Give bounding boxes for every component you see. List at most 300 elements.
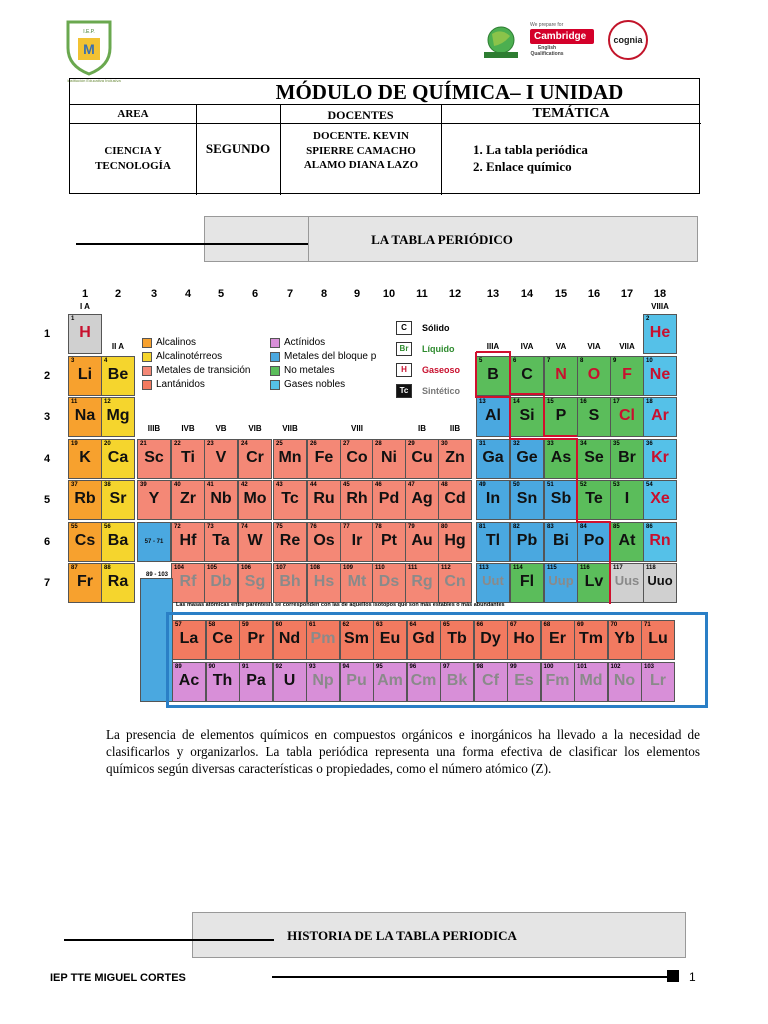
- element-symbol: Pr: [247, 630, 265, 647]
- element-symbol: Np: [312, 672, 334, 689]
- atomic-number: 87: [71, 565, 78, 571]
- atomic-number: 61: [309, 622, 316, 628]
- subgroup-label: II A: [111, 342, 125, 351]
- footer-school: IEP TTE MIGUEL CORTES: [50, 972, 186, 984]
- element-es: [507, 662, 541, 702]
- subgroup-label: VIB: [248, 424, 262, 433]
- atomic-number: 104: [174, 565, 185, 571]
- element-symbol: Ra: [107, 573, 129, 590]
- element-symbol: Uut: [482, 573, 504, 588]
- element-symbol: Ir: [351, 532, 363, 549]
- atomic-number: 116: [580, 565, 590, 571]
- atomic-number: 17: [613, 399, 620, 405]
- atomic-number: 102: [610, 664, 621, 670]
- atomic-number: 60: [275, 622, 283, 628]
- atomic-number: 97: [443, 664, 450, 670]
- atomic-number: 85: [613, 524, 620, 530]
- element-fm: [541, 662, 575, 702]
- atomic-number: 8: [580, 358, 584, 364]
- state-key-label: Sólido: [422, 323, 450, 333]
- state-key-label: Sintético: [422, 386, 461, 396]
- element-symbol: Ta: [212, 532, 230, 549]
- grade-value: SEGUNDO: [205, 141, 271, 156]
- legend-label: Alcalinotérreos: [156, 351, 223, 362]
- atomic-number: 77: [343, 524, 350, 530]
- section-rule: [64, 939, 274, 941]
- element-tb: [440, 620, 474, 660]
- atomic-number: 108: [310, 565, 321, 571]
- atomic-number: 53: [613, 482, 620, 488]
- element-lr: [641, 662, 675, 702]
- svg-text:M: M: [83, 41, 95, 57]
- element-symbol: I: [624, 490, 630, 507]
- element-symbol: Pa: [246, 672, 266, 689]
- element-symbol: Mg: [106, 407, 130, 424]
- element-symbol: No: [613, 672, 636, 689]
- element-symbol: B: [487, 366, 499, 383]
- group-number: 8: [320, 288, 328, 300]
- atomic-number: 89: [175, 664, 182, 670]
- element-symbol: Md: [579, 672, 603, 689]
- atomic-number: 40: [174, 482, 181, 488]
- periodic-table-image: [36, 284, 708, 710]
- atomic-number: 22: [174, 441, 181, 447]
- group-number: 4: [184, 288, 192, 300]
- atomic-number: 79: [408, 524, 415, 530]
- atomic-number: 83: [547, 524, 554, 530]
- placeholder-label: 89 - 103: [145, 572, 169, 578]
- metalloid-outline: [36, 284, 708, 614]
- element-pa: [239, 662, 273, 702]
- group-number: 1: [81, 288, 89, 300]
- atomic-number: 54: [646, 482, 653, 488]
- atomic-number: 20: [104, 441, 111, 447]
- legend-label: Alcalinos: [156, 337, 197, 348]
- element-symbol: Li: [77, 366, 93, 383]
- cambridge-sub-text: English Qualifications: [530, 45, 564, 57]
- atomic-number: 99: [510, 664, 517, 670]
- atomic-number: 34: [580, 441, 587, 447]
- element-symbol: Te: [585, 490, 603, 507]
- module-header-table: [69, 78, 700, 194]
- element-symbol: Sg: [244, 573, 266, 590]
- footer-square: [667, 970, 679, 982]
- element-symbol: Os: [313, 532, 335, 549]
- element-symbol: He: [649, 324, 671, 341]
- group-number: 5: [217, 288, 225, 300]
- element-th: [206, 662, 240, 702]
- subgroup-label: IVB: [181, 424, 195, 433]
- atomic-number: 13: [479, 399, 486, 405]
- element-symbol: Hs: [313, 573, 335, 590]
- element-tm: [574, 620, 608, 660]
- element-lu: [641, 620, 675, 660]
- group-number: 14: [520, 288, 534, 300]
- atomic-number: 80: [441, 524, 448, 530]
- element-symbol: Rb: [74, 490, 96, 507]
- element-symbol: Uus: [614, 573, 640, 588]
- atomic-number: 32: [513, 441, 520, 447]
- element-symbol: Br: [618, 449, 636, 466]
- atomic-number: 27: [343, 441, 350, 447]
- element-symbol: Y: [148, 490, 160, 507]
- atomic-number: 86: [646, 524, 653, 530]
- element-symbol: Xe: [650, 490, 670, 507]
- element-symbol: Sb: [550, 490, 572, 507]
- element-nd: [273, 620, 307, 660]
- atomic-number: 24: [241, 441, 248, 447]
- element-symbol: Pt: [381, 532, 397, 549]
- group-number: 7: [286, 288, 294, 300]
- atomic-number: 92: [275, 664, 283, 670]
- element-symbol: N: [555, 366, 567, 383]
- atomic-number: 113: [479, 565, 489, 571]
- subgroup-label: VIIIA: [651, 302, 669, 311]
- element-symbol: V: [215, 449, 227, 466]
- school-logo: [64, 18, 121, 83]
- intro-paragraph: La presencia de elementos químicos en compuestos orgánicos e inorgánicos ha llevado a la necesidad de clasificarlos y organizarlos. La tabla periódica representa una forma efectiva de clasificar los elementos químicos según diversas características o propiedades, como el número atómico (Z).: [106, 727, 700, 776]
- element-symbol: Ds: [378, 573, 400, 590]
- element-symbol: K: [79, 449, 91, 466]
- subgroup-label: IIIA: [486, 342, 500, 351]
- element-symbol: Dy: [480, 630, 501, 647]
- element-symbol: Cu: [411, 449, 433, 466]
- element-symbol: Cs: [74, 532, 96, 549]
- atomic-number: 98: [476, 664, 484, 670]
- atomic-number: 31: [479, 441, 486, 447]
- element-dy: [474, 620, 508, 660]
- group-number: 16: [587, 288, 601, 300]
- subgroup-label: IIB: [449, 424, 461, 433]
- atomic-number: 16: [580, 399, 587, 405]
- atomic-number: 73: [207, 524, 214, 530]
- element-symbol: Co: [346, 449, 368, 466]
- atomic-number: 50: [513, 482, 520, 488]
- element-yb: [608, 620, 642, 660]
- element-symbol: Es: [514, 672, 534, 689]
- subgroup-label: IIIB: [147, 424, 161, 433]
- element-symbol: At: [618, 532, 636, 549]
- element-symbol: Cl: [619, 407, 635, 424]
- atomic-number: 65: [443, 622, 450, 628]
- atomic-number: 117: [613, 565, 623, 571]
- atomic-number: 111: [408, 565, 418, 571]
- element-symbol: Th: [212, 672, 233, 689]
- atomic-number: 118: [646, 565, 656, 571]
- element-pm: [306, 620, 340, 660]
- element-symbol: Fl: [519, 573, 535, 590]
- atomic-number: 76: [310, 524, 317, 530]
- atomic-number: 78: [375, 524, 382, 530]
- element-symbol: Bk: [446, 672, 468, 689]
- element-ho: [507, 620, 541, 660]
- atomic-number: 30: [441, 441, 448, 447]
- element-symbol: Ru: [313, 490, 335, 507]
- period-number: 6: [44, 536, 51, 548]
- element-gd: [407, 620, 441, 660]
- atomic-number: 33: [547, 441, 554, 447]
- element-symbol: Zn: [445, 449, 465, 466]
- element-symbol: Pb: [516, 532, 538, 549]
- element-symbol: Tb: [447, 630, 467, 647]
- atomic-number: 37: [71, 482, 78, 488]
- atomic-number: 74: [241, 524, 248, 530]
- legend-label: Metales de transición: [156, 365, 251, 376]
- atomic-number: 101: [577, 664, 588, 670]
- element-pr: [239, 620, 273, 660]
- atomic-number: 47: [408, 482, 415, 488]
- section-title-tabla: LA TABLA PERIÓDICO: [371, 232, 513, 247]
- atomic-number: 91: [242, 664, 249, 670]
- element-symbol: Hg: [444, 532, 466, 549]
- atomic-number: 69: [577, 622, 584, 628]
- state-key-sintético: Tc: [396, 384, 412, 398]
- element-symbol: W: [247, 532, 263, 549]
- element-u: [273, 662, 307, 702]
- atomic-number: 100: [543, 664, 554, 670]
- element-symbol: Ca: [107, 449, 129, 466]
- legend-label: Actínidos: [284, 337, 326, 348]
- element-symbol: La: [179, 630, 199, 647]
- atomic-number: 106: [241, 565, 252, 571]
- group-number: 13: [486, 288, 500, 300]
- legend-label: Gases nobles: [284, 379, 346, 390]
- atomic-number: 4: [104, 358, 108, 364]
- element-symbol: P: [555, 407, 567, 424]
- element-symbol: Re: [279, 532, 301, 549]
- period-number: 4: [44, 453, 51, 465]
- element-symbol: Lv: [584, 573, 604, 590]
- element-symbol: S: [588, 407, 600, 424]
- state-key-label: Líquido: [422, 344, 455, 354]
- element-symbol: H: [79, 324, 91, 341]
- element-symbol: U: [283, 672, 296, 689]
- atomic-number: 1: [71, 316, 75, 322]
- atomic-number: 59: [242, 622, 249, 628]
- atomic-number: 66: [476, 622, 484, 628]
- state-key-sólido: C: [396, 321, 412, 335]
- legend-label: Metales del bloque p: [284, 351, 377, 362]
- element-symbol: Mn: [278, 449, 302, 466]
- atomic-number: 10: [646, 358, 653, 364]
- element-symbol: Gd: [412, 630, 435, 647]
- atomic-number: 26: [310, 441, 317, 447]
- atomic-number: 57: [175, 622, 182, 628]
- element-symbol: Rf: [179, 573, 197, 590]
- atomic-number: 7: [547, 358, 551, 364]
- atomic-number: 15: [547, 399, 554, 405]
- period-number: 1: [44, 328, 51, 340]
- element-symbol: Ce: [212, 630, 233, 647]
- element-symbol: Ba: [107, 532, 129, 549]
- area-value: CIENCIA Y TECNOLOGÍA: [95, 145, 171, 172]
- atomic-number: 107: [276, 565, 287, 571]
- atomic-number: 14: [513, 399, 520, 405]
- atomic-number: 110: [375, 565, 385, 571]
- module-title: MÓDULO DE QUÍMICA– I UNIDAD: [70, 79, 699, 105]
- atomic-number: 18: [646, 399, 653, 405]
- element-symbol: F: [622, 366, 632, 383]
- atomic-number: 82: [513, 524, 520, 530]
- element-symbol: Al: [485, 407, 501, 424]
- group-number: 6: [251, 288, 259, 300]
- element-symbol: Sr: [109, 490, 127, 507]
- atomic-number: 109: [343, 565, 354, 571]
- element-symbol: Fr: [77, 573, 93, 590]
- element-symbol: Fm: [545, 672, 570, 689]
- element-cf: [474, 662, 508, 702]
- atomic-number: 94: [342, 664, 350, 670]
- atomic-number: 68: [543, 622, 551, 628]
- group-number: 3: [150, 288, 158, 300]
- legend-label: No metales: [284, 365, 335, 376]
- element-symbol: Sm: [344, 630, 369, 647]
- group-number: 17: [620, 288, 634, 300]
- subgroup-label: VB: [215, 424, 227, 433]
- subgroup-label: IB: [418, 424, 426, 433]
- element-symbol: Pu: [346, 672, 367, 689]
- atomic-number: 19: [71, 441, 78, 447]
- element-symbol: Be: [107, 366, 129, 383]
- element-symbol: Ar: [651, 407, 669, 424]
- group-number: 9: [353, 288, 361, 300]
- atomic-number: 95: [376, 664, 383, 670]
- docentes-value: DOCENTE. KEVIN SPIERRE CAMACHO ALAMO DIANA LAZO: [303, 130, 419, 171]
- section-title-historia: HISTORIA DE LA TABLA PERIODICA: [287, 928, 517, 943]
- element-bk: [440, 662, 474, 702]
- element-symbol: Lu: [648, 630, 668, 647]
- state-key-label: Gaseoso: [422, 365, 461, 375]
- element-symbol: Ag: [411, 490, 433, 507]
- subgroup-label: VIA: [587, 342, 601, 351]
- element-symbol: C: [521, 366, 533, 383]
- element-symbol: Ho: [513, 630, 535, 647]
- tematica-item: 1. La tabla periódica: [486, 141, 588, 158]
- element-symbol: Ni: [381, 449, 397, 466]
- group-number: 10: [382, 288, 396, 300]
- atomic-number: 49: [479, 482, 486, 488]
- element-symbol: Po: [583, 532, 605, 549]
- element-symbol: Pm: [310, 630, 336, 647]
- element-symbol: Au: [411, 532, 433, 549]
- atomic-number: 81: [479, 524, 486, 530]
- atomic-number: 36: [646, 441, 653, 447]
- group-number: 2: [114, 288, 122, 300]
- element-symbol: Bh: [279, 573, 301, 590]
- element-symbol: Am: [377, 672, 403, 689]
- area-label: AREA: [117, 108, 149, 120]
- cambridge-small-text: We prepare for: [530, 22, 564, 28]
- atomic-number: 55: [71, 524, 78, 530]
- atomic-number: 115: [547, 565, 557, 571]
- atomic-number: 52: [580, 482, 587, 488]
- element-symbol: Kr: [651, 449, 669, 466]
- atomic-number: 44: [310, 482, 317, 488]
- atomic-number: 88: [104, 565, 111, 571]
- element-pu: [340, 662, 374, 702]
- atomic-number: 63: [376, 622, 383, 628]
- atomic-number: 9: [613, 358, 617, 364]
- group-number: 18: [653, 288, 667, 300]
- element-symbol: As: [550, 449, 572, 466]
- placeholder-label: 57 - 71: [144, 539, 164, 545]
- atomic-number: 58: [208, 622, 216, 628]
- element-md: [574, 662, 608, 702]
- element-symbol: Ge: [516, 449, 538, 466]
- subgroup-label: VIII: [350, 424, 363, 433]
- subgroup-label: VIIB: [282, 424, 298, 433]
- subgroup-label: IVA: [520, 342, 534, 351]
- atomic-mass-note: Las masas atómicas entre paréntesis se corresponden con las de aquellos isotopos que son más estables o más abundantes: [176, 602, 505, 608]
- element-symbol: Nd: [278, 630, 301, 647]
- element-symbol: Na: [74, 407, 96, 424]
- cognia-text: cognia: [613, 35, 643, 45]
- atomic-number: 114: [513, 565, 523, 571]
- element-sm: [340, 620, 374, 660]
- atomic-number: 3: [71, 358, 75, 364]
- element-symbol: Cm: [410, 672, 437, 689]
- element-no: [608, 662, 642, 702]
- atomic-number: 39: [140, 482, 147, 488]
- atomic-number: 103: [644, 664, 655, 670]
- atomic-number: 70: [610, 622, 618, 628]
- atomic-number: 56: [104, 524, 111, 530]
- element-symbol: Hf: [179, 532, 197, 549]
- period-number: 5: [44, 494, 51, 506]
- element-la: [172, 620, 206, 660]
- period-number: 2: [44, 370, 51, 382]
- atomic-number: 62: [342, 622, 350, 628]
- atomic-number: 64: [409, 622, 417, 628]
- atomic-number: 75: [276, 524, 283, 530]
- element-symbol: Cd: [444, 490, 466, 507]
- element-symbol: Yb: [614, 630, 635, 647]
- atomic-number: 38: [104, 482, 111, 488]
- element-np: [306, 662, 340, 702]
- svg-text:I.E.P.: I.E.P.: [83, 29, 95, 35]
- element-symbol: Sc: [144, 449, 164, 466]
- atomic-number: 23: [207, 441, 214, 447]
- atomic-number: 21: [140, 441, 147, 447]
- element-symbol: Rh: [346, 490, 368, 507]
- element-symbol: Rn: [649, 532, 671, 549]
- atomic-number: 90: [208, 664, 216, 670]
- section-shade-left: [204, 216, 308, 262]
- tematica-label: TEMÁTICA: [532, 106, 610, 121]
- element-symbol: Er: [549, 630, 566, 647]
- atomic-number: 96: [409, 664, 417, 670]
- element-symbol: Cn: [444, 573, 466, 590]
- atomic-number: 12: [104, 399, 111, 405]
- atomic-number: 45: [343, 482, 350, 488]
- period-number: 7: [44, 577, 51, 589]
- section-rule: [76, 243, 308, 245]
- atomic-number: 48: [441, 482, 448, 488]
- atomic-number: 72: [174, 524, 181, 530]
- element-symbol: O: [587, 366, 601, 383]
- element-er: [541, 620, 575, 660]
- state-key-gaseoso: H: [396, 363, 412, 377]
- cambridge-logo: [530, 22, 598, 64]
- element-symbol: Ti: [181, 449, 195, 466]
- element-symbol: Se: [584, 449, 604, 466]
- atomic-number: 67: [510, 622, 517, 628]
- group-number: 11: [416, 288, 428, 300]
- element-symbol: Uup: [548, 573, 574, 588]
- page-number: 1: [689, 970, 696, 984]
- atomic-number: 42: [241, 482, 248, 488]
- element-symbol: Nb: [210, 490, 232, 507]
